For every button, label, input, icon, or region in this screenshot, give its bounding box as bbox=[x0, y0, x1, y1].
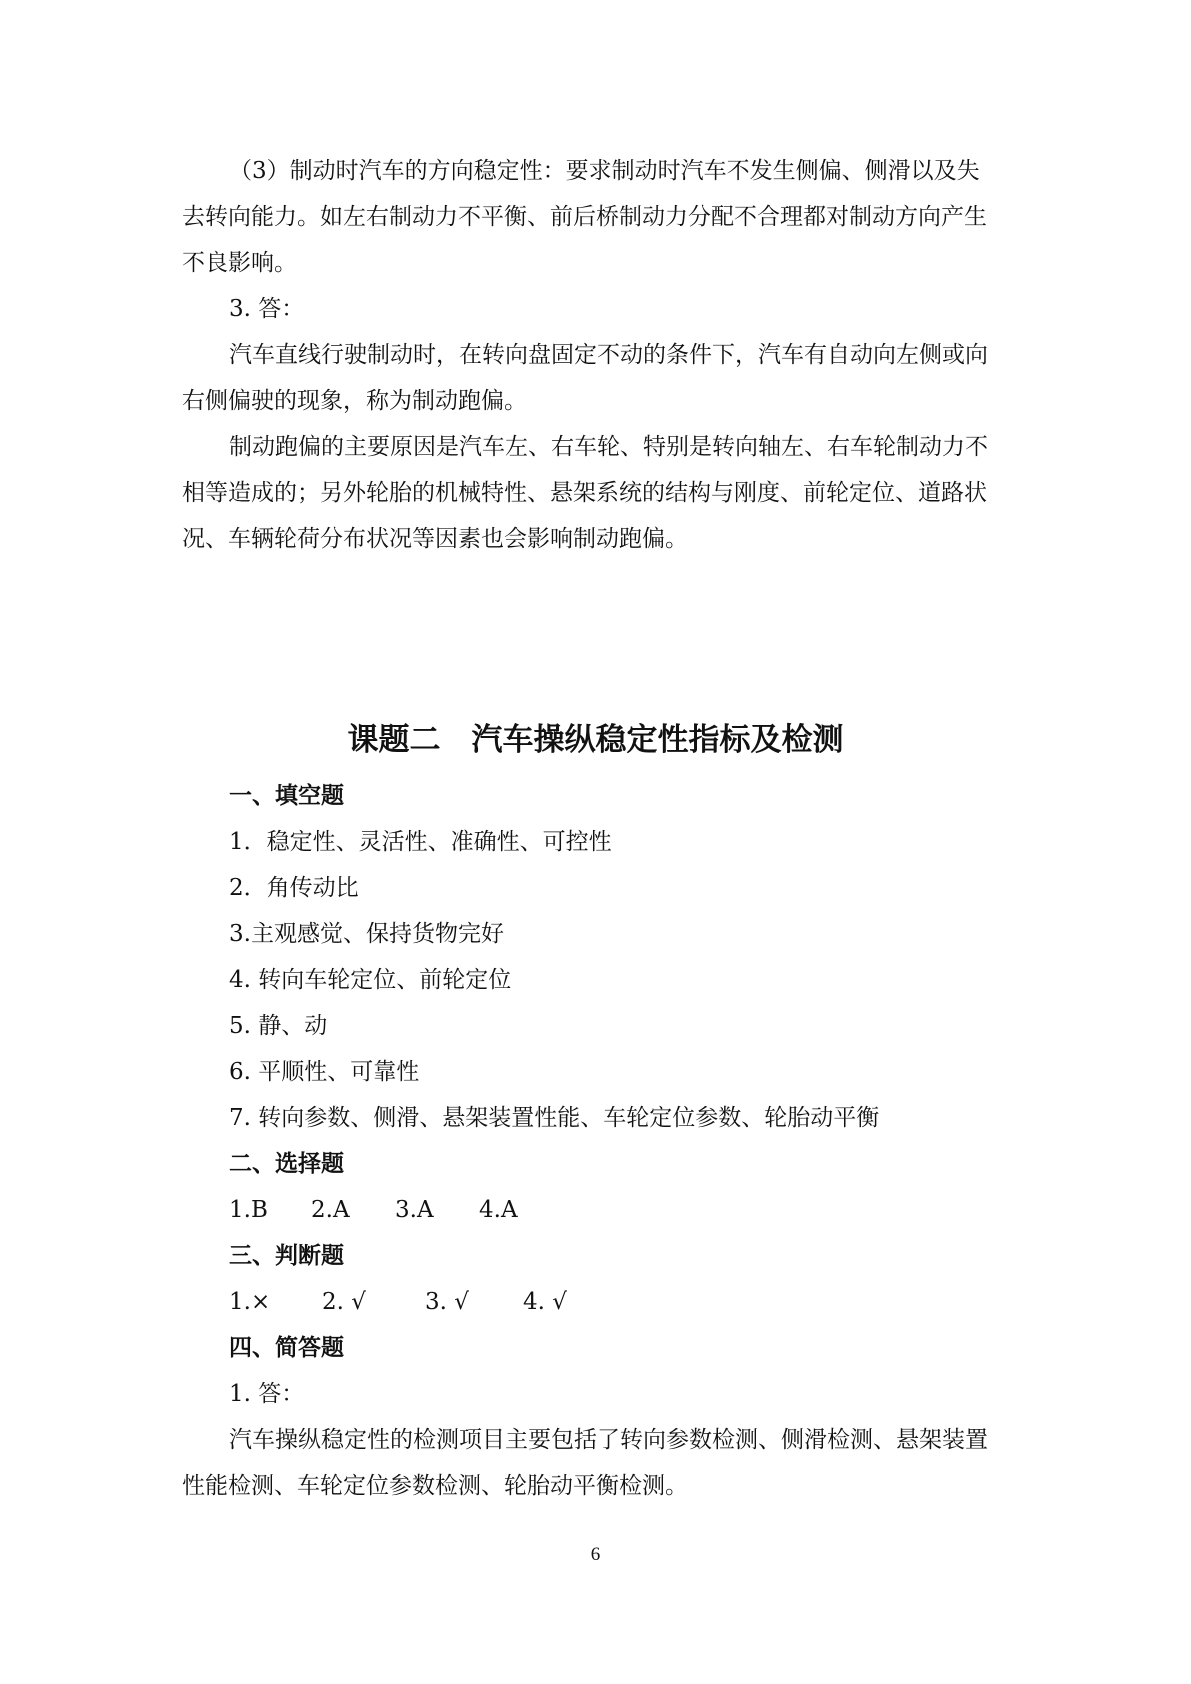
answer-label: 3. 答： bbox=[229, 296, 305, 322]
fill-item: 2．角传动比 bbox=[229, 875, 359, 901]
paragraph-line: 相等造成的；另外轮胎的机械特性、悬架系统的结构与刚度、前轮定位、道路状 bbox=[182, 480, 987, 506]
short-heading: 四、简答题 bbox=[229, 1335, 344, 1361]
judge-answer: 1.× bbox=[229, 1289, 271, 1315]
paragraph-line: 去转向能力。如左右制动力不平衡、前后桥制动力分配不合理都对制动方向产生 bbox=[182, 204, 987, 230]
fill-item: 4. 转向车轮定位、前轮定位 bbox=[229, 967, 512, 993]
page-number: 6 bbox=[590, 1544, 601, 1565]
judge-heading: 三、判断题 bbox=[229, 1243, 344, 1269]
fill-item: 7. 转向参数、侧滑、悬架装置性能、车轮定位参数、轮胎动平衡 bbox=[229, 1105, 880, 1131]
choice-answer: 3.A bbox=[395, 1197, 434, 1223]
answer-label: 1. 答： bbox=[229, 1381, 305, 1407]
fill-item: 5. 静、动 bbox=[229, 1013, 328, 1039]
paragraph-line: 况、车辆轮荷分布状况等因素也会影响制动跑偏。 bbox=[182, 526, 688, 552]
choice-heading: 二、选择题 bbox=[229, 1151, 344, 1177]
paragraph-line: 右侧偏驶的现象，称为制动跑偏。 bbox=[182, 388, 527, 414]
judge-answer: 3. √ bbox=[425, 1289, 469, 1315]
paragraph-line: 性能检测、车轮定位参数检测、轮胎动平衡检测。 bbox=[182, 1473, 688, 1499]
paragraph-line: 不良影响。 bbox=[182, 250, 297, 276]
choice-answer: 4.A bbox=[479, 1197, 518, 1223]
choice-answer: 2.A bbox=[311, 1197, 350, 1223]
section-title: 课题二 汽车操纵稳定性指标及检测 bbox=[347, 722, 844, 758]
fill-item: 1．稳定性、灵活性、准确性、可控性 bbox=[229, 829, 612, 855]
paragraph-line: 汽车直线行驶制动时，在转向盘固定不动的条件下，汽车有自动向左侧或向 bbox=[229, 342, 988, 368]
fill-item: 3.主观感觉、保持货物完好 bbox=[229, 921, 504, 947]
choice-answer: 1.B bbox=[229, 1197, 268, 1223]
judge-answer: 4. √ bbox=[523, 1289, 567, 1315]
paragraph-line: （3）制动时汽车的方向稳定性：要求制动时汽车不发生侧偏、侧滑以及失 bbox=[229, 158, 980, 184]
paragraph-line: 制动跑偏的主要原因是汽车左、右车轮、特别是转向轴左、右车轮制动力不 bbox=[229, 434, 988, 460]
judge-answer: 2. √ bbox=[322, 1289, 366, 1315]
fill-heading: 一、填空题 bbox=[229, 783, 344, 809]
fill-item: 6. 平顺性、可靠性 bbox=[229, 1059, 420, 1085]
paragraph-line: 汽车操纵稳定性的检测项目主要包括了转向参数检测、侧滑检测、悬架装置 bbox=[229, 1427, 988, 1453]
